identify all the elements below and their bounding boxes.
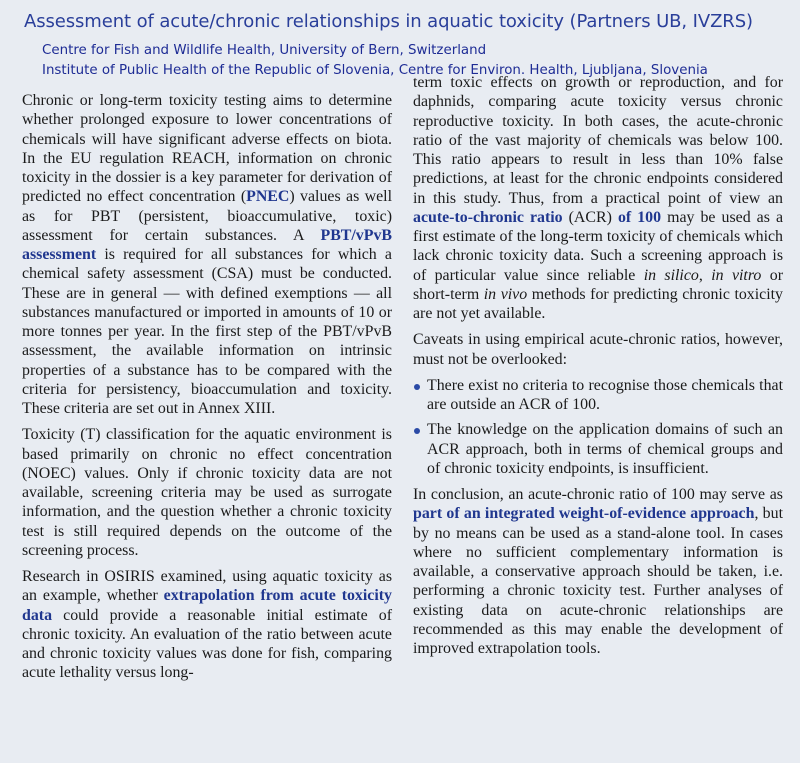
affiliation-slovenia: Institute of Public Health of the Republic of Slovenia, Centre for Environ. Health, Ljubljana, Slovenia	[42, 63, 708, 78]
text-segment: Research in OSIRIS examined, using aquatic toxicity as an example, whether	[22, 568, 392, 605]
paragraph-osiris-research	[22, 567, 392, 683]
italic-in-vitro: in vitro	[711, 266, 762, 284]
paragraph-toxicity-classification: Toxicity (T) classification for the aquatic environment is based primarily on chronic no effect concentration (NOEC) values. Only if chronic toxicity data are not available, screening criteria may be used as surrogate information, and the question whether a chronic toxicity test is still required depends on the outcome of the screening process.	[22, 426, 392, 559]
page-header	[0, 0, 800, 84]
text-segment: could provide a reasonable initial estimate of chronic toxicity. An evaluation of the ratio between acute and chronic toxicity values was done for fish, comparing acute lethality versus long-	[22, 606, 392, 682]
italic-in-vivo: in vivo	[483, 285, 528, 303]
caveats-list	[413, 376, 783, 478]
highlight-acr: acute-to-chronic ratio	[413, 208, 563, 226]
highlight-weight-of-evidence: part of an integrated weight-of-evidence approach	[413, 505, 755, 523]
paragraph-chronic-testing	[22, 91, 392, 418]
text-segment: ) values as well as for PBT (persistent, bioaccumulative, toxic) assessment for certain substances. A	[22, 188, 392, 244]
left-column	[22, 91, 392, 690]
highlight-of-100: of 100	[617, 208, 662, 226]
text-segment: or short-term	[413, 266, 783, 303]
affiliation-bern: Centre for Fish and Wildlife Health, University of Bern, Switzerland	[42, 43, 487, 58]
text-segment: ,	[698, 266, 712, 284]
highlight-extrapolation: extrapolation from acute toxicity data	[22, 587, 392, 624]
highlight-pbt-assessment: PBT/vPvB assessment	[22, 226, 392, 263]
text-segment: is required for all substances for which a chemical safety assessment (CSA) must be conducted. These are in general — with defined exemptions — all substances manufactured or imported in amounts of 10 or more tonnes per year. In the first step of the PBT/vPvB assessment, the available information on intrinsic properties of a substance has to be compared with the criteria for persistency, bioaccumulation and toxicity. These criteria are set out in Annex XIII.	[22, 246, 392, 417]
paragraph-conclusion	[413, 485, 783, 658]
page-title: Assessment of acute/chronic relationships in aquatic toxicity (Partners UB, IVZRS)	[24, 11, 753, 32]
text-segment: (ACR)	[562, 208, 618, 226]
text-segment: methods for predicting chronic toxicity are not yet available.	[413, 285, 783, 322]
text-segment: In conclusion, an acute-chronic ratio of 100 may serve as	[413, 486, 783, 503]
paragraph-caveats: Caveats in using empirical acute-chronic ratios, however, must not be overlooked:	[413, 331, 783, 368]
list-item: The knowledge on the application domains of such an ACR approach, both in terms of chemical groups and of chronic toxicity endpoints, is insufficient.	[413, 420, 783, 478]
right-column	[413, 73, 783, 665]
italic-in-silico: in silico	[643, 266, 699, 284]
paragraph-acr-findings	[413, 73, 783, 323]
list-item: There exist no criteria to recognise those chemicals that are outside an ACR of 100.	[413, 376, 783, 415]
text-segment: may be used as a first estimate of the long-term toxicity of chemicals which lack chronic toxicity data. Such a screening approach is of particular value since reliable	[413, 208, 783, 284]
text-segment: , but by no means can be used as a stand-alone tool. In cases where no sufficient complementary information is available, a conservative approach should be taken, i.e. performing a chronic toxicity test. Further analyses of existing data on acute-chronic relationships are recommended as this may enable the development of improved extrapolation tools.	[413, 505, 783, 657]
highlight-pnec: PNEC	[246, 188, 290, 206]
text-segment: Chronic or long-term toxicity testing aims to determine whether prolonged exposure to lower concentrations of chemicals will have significant adverse effects on biota. In the EU regulation REACH, information on chronic toxicity in the dossier is a key parameter for derivation of predicted no effect concentration (	[22, 92, 392, 206]
text-segment: term toxic effects on growth or reproduction, and for daphnids, comparing acute toxicity versus chronic reproductive toxicity. In both cases, the acute-chronic ratio of the vast majority of chemicals was below 100. This ratio appears to result in less than 10% false predictions, at least for the chronic endpoints considered in this study. Thus, from a practical point of view an	[413, 74, 783, 207]
